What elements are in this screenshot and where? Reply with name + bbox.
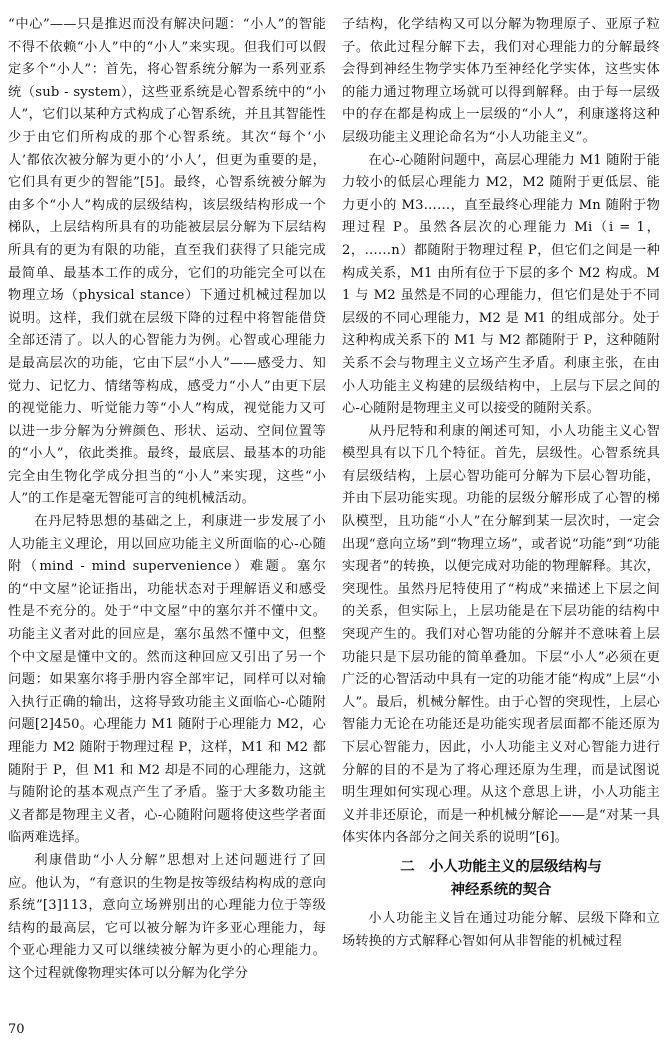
body-paragraph: “中心”——只是推迟而没有解决问题：“小人”的智能不得不依赖“小人”中的“小人”来实现。但我们可以假定多个“小人”：首先，将心智系统分解为一系列亚系统（sub - system），这些亚系统是心智系统中的“小人”，它们以某种方式构成了心智系统，并且其智能性少于由它们所构成的那个心智系统。其次“每个‘小人’都依次被分解为更小的‘小人’，但更为重要的是，它们具有更少的智能”[5]。最终，心智系统被分解为由多个“小人”构成的层级结构，该层级结构形成一个梯队，上层结构所具有的功能被层层分解为下层结构所具有的更为有限的功能，直至我们获得了只能完成最简单、最基本工作的成分，它们的功能完全可以在物理立场（physical stance）下通过机械过程加以说明。这样，我们就在层级下降的过程中将智能借贷全部还清了。以人的心智能力为例。心智或心理能力是最高层次的功能，它由下层“小人”——感受力、知觉力、记忆力、情绪等构成，感受力“小人”由更下层的视觉能力、听觉能力等“小人”构成，视觉能力又可以进一步分解为分辨颜色、形状、运动、空间位置等的“小人”，依此类推。最终，最底层、最基本的功能完全由生物化学成分担当的“小人”来实现，这些“小人”的工作是毫无智能可言的纯机械活动。: [8, 17, 326, 507]
body-paragraph: 从丹尼特和利康的阐述可知，小人功能主义心智模型具有以下几个特征。首先，层级性。心智系统具有层级结构，上层心智功能可分解为下层心智功能，并由下层功能实现。功能的层级分解形成了心智的梯队模型，且功能“小人”在分解到某一层次时，一定会出现“意向立场”到“物理立场”，或者说“功能”到“功能实现者”的转换，以便完成对功能的物理解释。其次，突现性。虽然丹尼特使用了“构成”来描述上下层之间的关系，但实际上，上层功能是在下层功能的结构中突现产生的。我们对心智功能的分解并不意味着上层功能只是下层功能的简单叠加。下层“小人”必须在更广泛的心智活动中具有一定的功能才能“构成”上层“小人”。最后，机械分解性。由于心智的突现性，上层心智能力无论在功能还是功能实现者层面都不能还原为下层心智能力，因此，小人功能主义对心智能力进行分解的目的不是为了将心理还原为生理，而是试图说明生理如何实现心理。从这个意思上讲，小人功能主义并非还原论，而是一种机械分解论——是“对某一具体实体内各部分之间关系的说明”[6]。: [342, 423, 660, 846]
body-paragraph: 小人功能主义旨在通过功能分解、层级下降和立场转换的方式解释心智如何从非智能的机械过程: [342, 910, 660, 949]
section-heading-line: 二 小人功能主义的层级结构与: [400, 858, 602, 875]
section-heading: [342, 856, 660, 902]
body-paragraph: 利康借助“小人分解”思想对上述问题进行了回应。他认为，“有意识的生物是按等级结构构成的意向系统”[3]113，意向立场辨别出的心理能力位于等级结构的最高层，它可以被分解为许多亚心理能力，每个亚心理能力又可以继续被分解为更小的心理能力。这个过程就像物理实体可以分解为化学分: [8, 852, 326, 981]
section-heading-line: 神经系统的契合: [450, 881, 552, 898]
right-column: [342, 14, 660, 953]
page-number: 70: [8, 1022, 25, 1037]
body-paragraph: 在心-心随附问题中，高层心理能力 M1 随附于能力较小的低层心理能力 M2，M2 随附于更低层、能力更小的 M3……，直至最终心理能力 Mn 随附于物理过程 P。虽然各层次的心理能力 Mi（i = 1，2，……n）都随附于物理过程 P，但它们之间是一种构成关系，M1 由所有位于下层的多个 M2 构成。M1 与 M2 虽然是不同的心理能力，但它们是处于不同层级的不同心理能力，M2 是 M1 的组成部分。处于这种构成关系下的 M1 与 M2 都随附于 P，这种随附关系不会与物理主义立场产生矛盾。利康主张，在由小人功能主义构建的层级结构中，上层与下层之间的心-心随附是物理主义可以接受的随附关系。: [342, 152, 660, 417]
left-column: [8, 14, 326, 986]
body-paragraph: 在丹尼特思想的基础之上，利康进一步发展了小人功能主义理论，用以回应功能主义所面临的心-心随附（mind - mind supervenience）难题。塞尔的“中文屋”论证指出，功能状态对于理解语义和感受性是不充分的。处于“中文屋”中的塞尔并不懂中文。功能主义者对此的回应是，塞尔虽然不懂中文，但整个中文屋是懂中文的。然而这种回应又引出了另一个问题：如果塞尔将手册内容全部牢记，同样可以对输入执行正确的输出，这将导致功能主义面临心-心随附问题[2]450。心理能力 M1 随附于心理能力 M2，心理能力 M2 随附于物理过程 P，这样，M1 和 M2 都随附于 P，但 M1 和 M2 却是不同的心理能力，这就与随附论的基本观点产生了矛盾。鉴于大多数功能主义者都是物理主义者，心-心随附问题将使这些学者面临两难选择。: [8, 514, 326, 846]
body-paragraph: 子结构，化学结构又可以分解为物理原子、亚原子粒子。依此过程分解下去，我们对心理能力的分解最终会得到神经生物学实体乃至神经化学实体，这些实体的能力通过物理立场就可以得到解释。由于每一层级中的存在都是构成上一层级的“小人”，利康遂将这种层级功能主义理论命名为“小人功能主义”。: [342, 17, 660, 145]
